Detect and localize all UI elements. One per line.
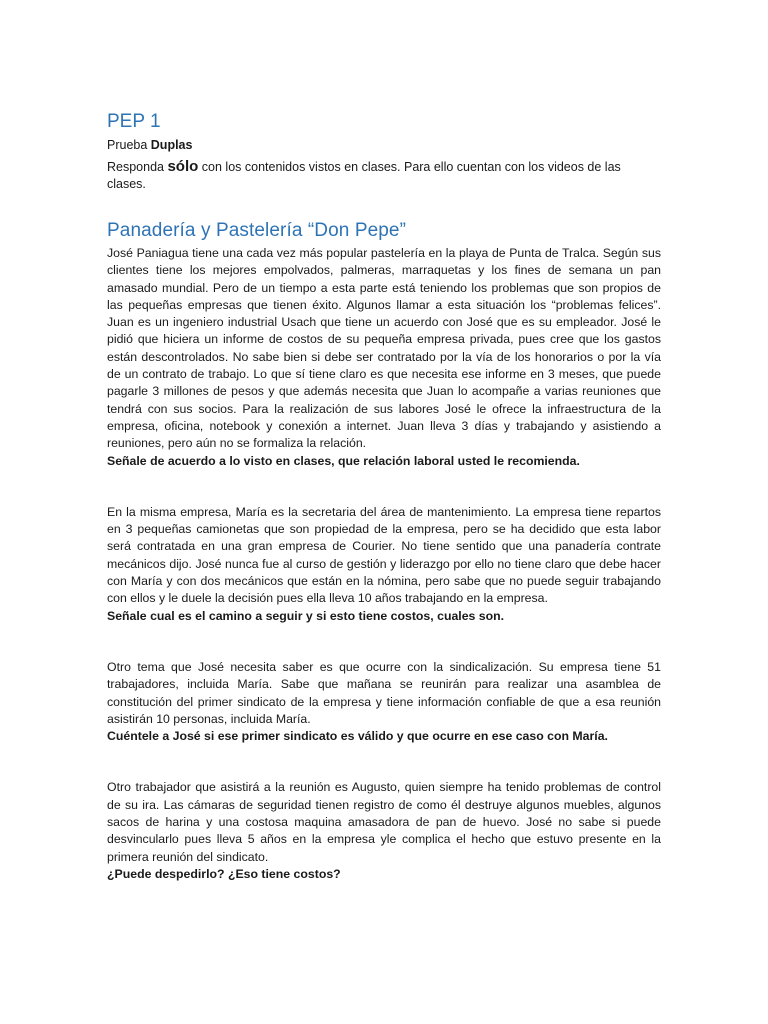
test-type-prefix: Prueba	[107, 138, 151, 152]
case-3-question: Cuéntele a José si ese primer sindicato es válido y que ocurre en ese caso con María.	[107, 729, 608, 744]
case-3-text: Otro tema que José necesita saber es que ocurre con la sindicalización. Su empresa tiene 51 trabajadores, incluida María. Sabe que mañana se reunirán para realizar una asamblea de constitución del primer sindicato de la empresa y tiene información confiable de que a esa reunión asistirán 10 personas, incluida María.	[107, 659, 661, 726]
section-title: Panadería y Pastelería “Don Pepe”	[107, 220, 407, 241]
case-4-text: Otro trabajador que asistirá a la reunión es Augusto, quien siempre ha tenido problemas de control de su ira. Las cámaras de seguridad tienen registro de como él destruye algunos muebles, algunos sacos de harina y una costosa maquina amasadora de pan de huevo. José no sabe si puede desvincularlo pues lleva 5 años en la empresa yle complica el hecho que estuvo presente en la primera reunión del sindicato.	[107, 780, 661, 864]
instruction-suffix: con los contenidos vistos en clases. Para ello cuentan con los videos de las clases.	[107, 160, 621, 191]
case-2-text: En la misma empresa, María es la secretaria del área de mantenimiento. La empresa tiene repartos en 3 pequeñas camionetas que son propiedad de la empresa, pero se ha decidido que esta labor será contratada en una gran empresa de Courier. No tiene sentido que una panadería contrate mecánicos dijo. José nunca fue al curso de gestión y liderazgo por ello no tiene claro que debe hacer con María y con dos mecánicos que están en la nómina, pero sabe que no puede seguir trabajando con ellos y le duele la decisión pues ella lleva 10 años trabajando en la empresa.	[107, 504, 661, 606]
test-type-line	[107, 137, 661, 154]
spacer	[107, 745, 661, 779]
instruction-emphasis: sólo	[167, 158, 199, 175]
spacer	[107, 625, 661, 659]
spacer	[107, 470, 661, 504]
case-4-question: ¿Puede despedirlo? ¿Eso tiene costos?	[107, 866, 341, 881]
instruction-line	[107, 158, 661, 193]
document-title: PEP 1	[107, 111, 161, 132]
instruction-prefix: Responda	[107, 160, 168, 174]
document-page	[107, 110, 661, 883]
case-1-question: Señale de acuerdo a lo visto en clases, que relación laboral usted le recomienda.	[107, 453, 580, 468]
test-type-bold: Duplas	[150, 138, 193, 152]
case-1-text: José Paniagua tiene una cada vez más popular pastelería en la playa de Punta de Tralca. Según sus clientes tiene los mejores empolvados, palmeras, marraquetas y los fines de semana un pan amasado mundial. Pero de un tiempo a esta parte está teniendo los problemas que son propios de las pequeñas empresas que tienen éxito. Algunos llamar a esta situación los “problemas felices”. Juan es un ingeniero industrial Usach que tiene un acuerdo con José que es su empleador. José le pidió que hiciera un informe de costos de su pequeña empresa privada, pues cree que los gastos están descontrolados. No sabe bien si debe ser contratado por la vía de los honorarios o por la vía de un contrato de trabajo. Lo que sí tiene claro es que necesita ese informe en 3 meses, que puede pagarle 3 millones de pesos y que además necesita que Juan lo acompañe a varias reuniones que tendrá con sus socios. Para la realización de sus labores José le ofrece la infraestructura de la empresa, oficina, notebook y conexión a internet. Juan lleva 3 días y trabajando y asistiendo a reuniones, pero aún no se formaliza la relación.	[107, 246, 661, 451]
case-2-question: Señale cual es el camino a seguir y si esto tiene costos, cuales son.	[107, 608, 505, 623]
